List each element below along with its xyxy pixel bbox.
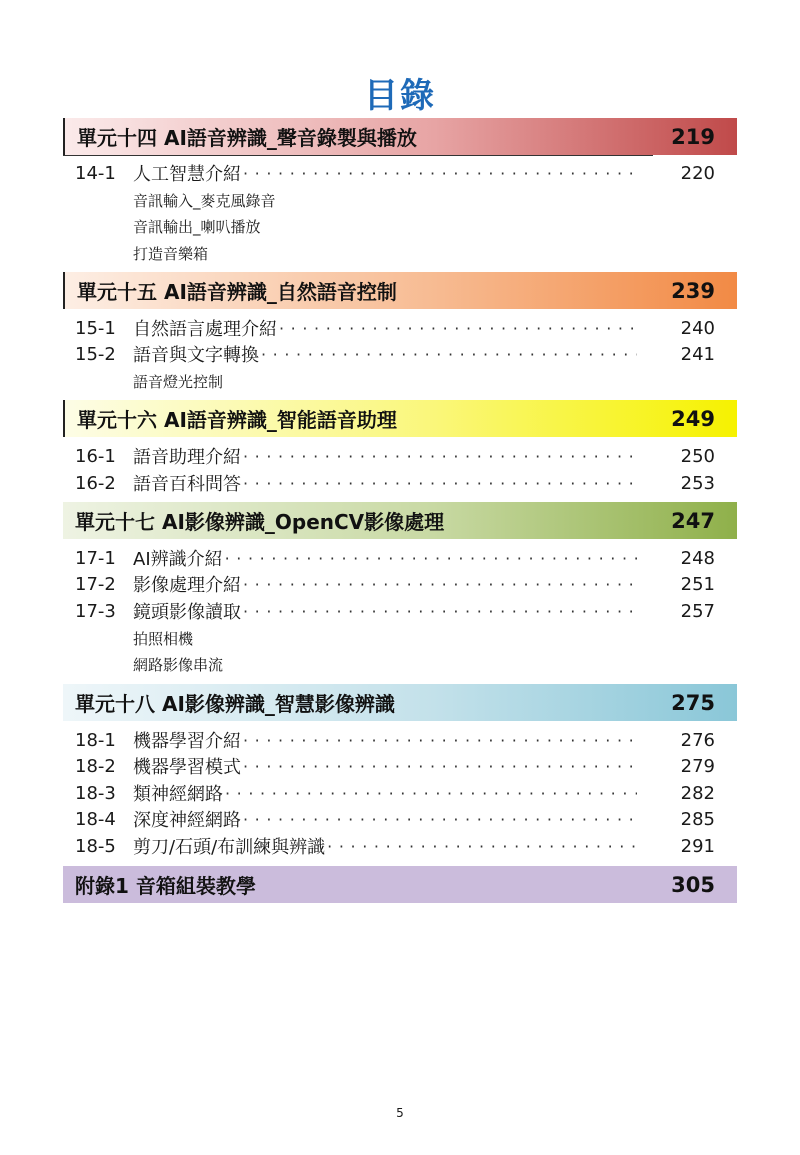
entry-number: 17-1 (75, 547, 116, 569)
dot-leader (243, 731, 637, 750)
entry-page: 251 (680, 573, 715, 595)
toc-entry[interactable] (75, 598, 715, 624)
unit-title: 單元十七 AI影像辨識_OpenCV影像處理 (75, 510, 445, 534)
toc-entry[interactable] (75, 470, 715, 496)
sub-entry[interactable]: 語音燈光控制 (133, 373, 224, 391)
unit-page: 247 (671, 508, 715, 533)
entry-number: 18-3 (75, 782, 116, 804)
entry-number: 16-1 (75, 445, 116, 467)
dot-leader (243, 602, 637, 621)
unit-title: 單元十五 AI語音辨識_自然語音控制 (77, 280, 397, 304)
unit-title: 單元十六 AI語音辨識_智能語音助理 (77, 408, 397, 432)
entry-number: 18-5 (75, 835, 116, 857)
dot-leader (243, 164, 637, 183)
entry-title: 機器學習介紹 (133, 731, 241, 752)
unit-title: 單元十四 AI語音辨識_聲音錄製與播放 (77, 126, 417, 150)
unit-page: 275 (671, 690, 715, 715)
sub-entry[interactable]: 拍照相機 (133, 630, 194, 648)
sub-entry[interactable]: 打造音樂箱 (133, 245, 209, 263)
entry-page: 250 (680, 445, 715, 467)
entry-number: 17-3 (75, 600, 116, 622)
toc-entry[interactable] (75, 806, 715, 832)
entry-page: 240 (680, 317, 715, 339)
dot-leader (261, 345, 637, 364)
entry-title: 自然語言處理介紹 (133, 319, 277, 340)
entry-title: 鏡頭影像讀取 (133, 602, 241, 623)
entry-page: 285 (680, 808, 715, 830)
sub-entry[interactable]: 音訊輸出_喇叭播放 (133, 218, 261, 236)
toc-entry[interactable] (75, 160, 715, 186)
toc-entry[interactable] (75, 315, 715, 341)
entry-page: 279 (680, 755, 715, 777)
dot-leader (327, 837, 637, 856)
dot-leader (225, 784, 637, 803)
toc-entry[interactable] (75, 833, 715, 859)
entry-number: 14-1 (75, 162, 116, 184)
entry-title: 人工智慧介紹 (133, 164, 241, 185)
entry-number: 17-2 (75, 573, 116, 595)
entry-page: 291 (680, 835, 715, 857)
unit-18-header[interactable] (63, 684, 737, 721)
entry-title: 語音與文字轉換 (133, 345, 259, 366)
toc-entry[interactable] (75, 727, 715, 753)
entry-page: 241 (680, 343, 715, 365)
entry-page: 248 (680, 547, 715, 569)
appendix-header[interactable] (63, 866, 737, 903)
toc-entry[interactable] (75, 443, 715, 469)
dot-leader (279, 319, 637, 338)
dot-leader (243, 447, 637, 466)
dot-leader (243, 474, 637, 493)
unit-page: 249 (671, 406, 715, 431)
unit-16-header[interactable] (63, 400, 737, 437)
unit-page: 219 (671, 124, 715, 149)
unit-page: 239 (671, 278, 715, 303)
page-number: 5 (396, 1106, 404, 1120)
dot-leader (243, 757, 637, 776)
dot-leader (243, 810, 637, 829)
unit-15-header[interactable] (63, 272, 737, 309)
sub-entry[interactable]: 音訊輸入_麥克風錄音 (133, 192, 276, 210)
entry-number: 16-2 (75, 472, 116, 494)
unit-14-header[interactable] (63, 118, 737, 155)
entry-number: 18-4 (75, 808, 116, 830)
entry-number: 18-1 (75, 729, 116, 751)
dot-leader (243, 575, 637, 594)
sub-entry[interactable]: 網路影像串流 (133, 656, 224, 674)
entry-page: 276 (680, 729, 715, 751)
toc-entry[interactable] (75, 780, 715, 806)
entry-page: 257 (680, 600, 715, 622)
appendix-title: 附錄1 音箱組裝教學 (75, 874, 256, 898)
dot-leader (225, 549, 637, 568)
toc-entry[interactable] (75, 571, 715, 597)
toc-entry[interactable] (75, 545, 715, 571)
toc-entry[interactable] (75, 753, 715, 779)
entry-page: 253 (680, 472, 715, 494)
entry-title: 機器學習模式 (133, 757, 241, 778)
entry-title: 剪刀/石頭/布訓練與辨識 (133, 837, 326, 858)
entry-number: 15-2 (75, 343, 116, 365)
entry-number: 15-1 (75, 317, 116, 339)
entry-title: 語音助理介紹 (133, 447, 241, 468)
divider (63, 155, 653, 156)
entry-page: 282 (680, 782, 715, 804)
appendix-page: 305 (671, 872, 715, 897)
page-title: 目錄 (364, 76, 436, 116)
toc-entry[interactable] (75, 341, 715, 367)
entry-title: AI辨識介紹 (133, 549, 223, 570)
entry-title: 影像處理介紹 (133, 575, 241, 596)
entry-title: 深度神經網路 (133, 810, 241, 831)
entry-page: 220 (680, 162, 715, 184)
unit-title: 單元十八 AI影像辨識_智慧影像辨識 (75, 692, 395, 716)
entry-number: 18-2 (75, 755, 116, 777)
unit-17-header[interactable] (63, 502, 737, 539)
entry-title: 語音百科問答 (133, 474, 241, 495)
entry-title: 類神經網路 (133, 784, 223, 805)
